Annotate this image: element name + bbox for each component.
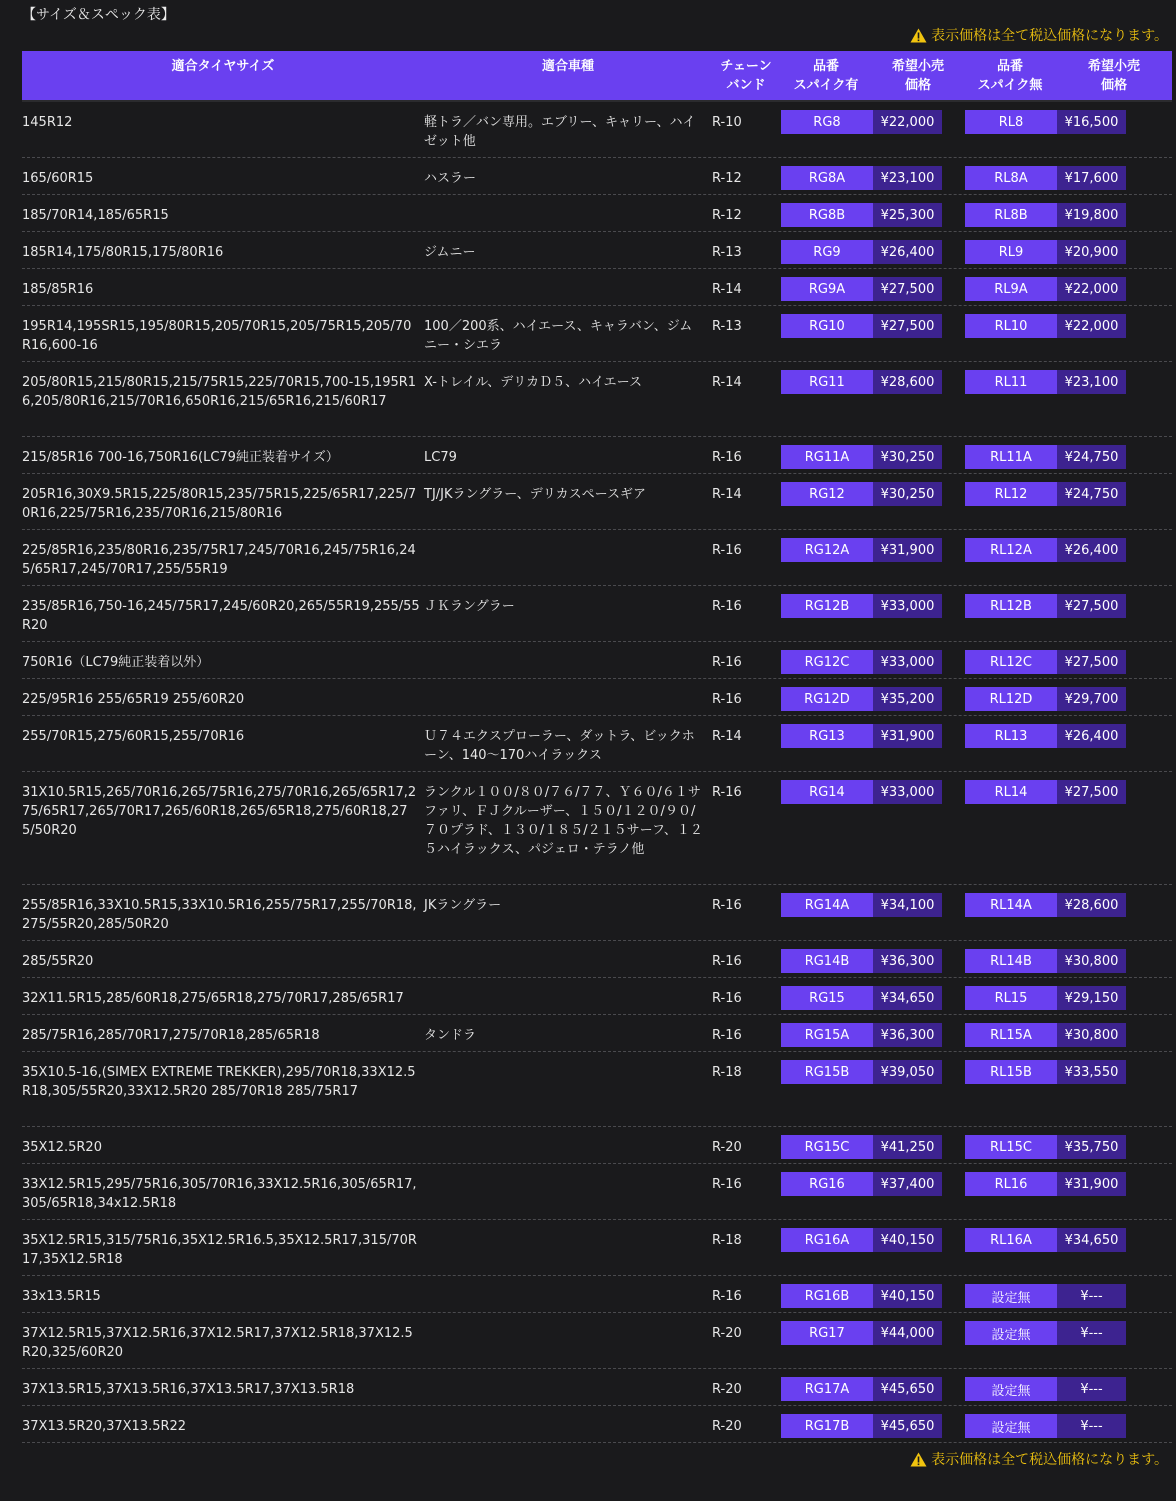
rl-price-cell: ¥16,500	[1057, 110, 1126, 134]
size-cell: 35X12.5R20	[22, 1140, 102, 1155]
rl-code-cell: RL9	[965, 240, 1057, 264]
rg-price-cell: ¥30,250	[873, 482, 942, 506]
size-cell: 32X11.5R15,285/60R18,275/65R18,275/70R17,285/65R17	[22, 991, 404, 1006]
chain-band-cell: R-13	[712, 319, 742, 334]
header-rl-price: 希望小売 価格	[1087, 59, 1140, 93]
rg-price-cell: ¥22,000	[873, 110, 942, 134]
table-row	[22, 362, 1172, 437]
rg-code-cell: RG12C	[781, 650, 873, 674]
header-car: 適合車種	[541, 59, 594, 74]
rg-price-cell: ¥40,150	[873, 1284, 942, 1308]
rl-code-cell: RL15A	[965, 1023, 1057, 1047]
car-cell: TJ/JKラングラー、デリカスペースギア	[424, 487, 646, 502]
table-row	[22, 885, 1172, 941]
header-chain: チェーン バンド	[720, 59, 772, 93]
size-cell: 145R12	[22, 115, 73, 130]
table-row	[22, 679, 1172, 716]
rg-price-cell: ¥27,500	[873, 314, 942, 338]
rl-code-cell: RL14	[965, 780, 1057, 804]
size-cell: 37X12.5R15,37X12.5R16,37X12.5R17,37X12.5R18,37X12.5R20,325/60R20	[22, 1326, 413, 1360]
size-cell: 255/70R15,275/60R15,255/70R16	[22, 729, 245, 744]
car-cell: ハスラー	[424, 171, 477, 186]
rl-price-cell: ¥26,400	[1057, 724, 1126, 748]
rg-code-cell: RG9	[781, 240, 873, 264]
table-row	[22, 474, 1172, 530]
rl-code-cell: 設定無	[965, 1321, 1057, 1345]
rl-price-cell: ¥23,100	[1057, 370, 1126, 394]
rl-price-cell: ¥17,600	[1057, 166, 1126, 190]
rl-code-cell: RL15	[965, 986, 1057, 1010]
table-row	[22, 1406, 1172, 1443]
car-cell: LC79	[424, 450, 457, 465]
rg-price-cell: ¥44,000	[873, 1321, 942, 1345]
rl-code-cell: RL8B	[965, 203, 1057, 227]
table-row	[22, 1015, 1172, 1052]
rl-price-cell: ¥27,500	[1057, 780, 1126, 804]
table-row	[22, 1164, 1172, 1220]
rg-price-cell: ¥41,250	[873, 1135, 942, 1159]
chain-band-cell: R-16	[712, 1289, 742, 1304]
rg-price-cell: ¥33,000	[873, 594, 942, 618]
rl-price-cell: ¥27,500	[1057, 594, 1126, 618]
chain-band-cell: R-16	[712, 1177, 742, 1192]
rg-price-cell: ¥28,600	[873, 370, 942, 394]
car-cell: X-トレイル、デリカＤ５、ハイエース	[424, 375, 642, 390]
rl-code-cell: RL15B	[965, 1060, 1057, 1084]
rg-code-cell: RG11A	[781, 445, 873, 469]
rg-code-cell: RG9A	[781, 277, 873, 301]
rl-code-cell: 設定無	[965, 1284, 1057, 1308]
rg-code-cell: RG12A	[781, 538, 873, 562]
rg-code-cell: RG13	[781, 724, 873, 748]
rl-code-cell: RL14B	[965, 949, 1057, 973]
rg-price-cell: ¥35,200	[873, 687, 942, 711]
rg-price-cell: ¥39,050	[873, 1060, 942, 1084]
rg-code-cell: RG8A	[781, 166, 873, 190]
size-cell: 225/95R16 255/65R19 255/60R20	[22, 692, 245, 707]
rl-price-cell: ¥---	[1057, 1377, 1126, 1401]
rl-code-cell: RL15C	[965, 1135, 1057, 1159]
rg-code-cell: RG15B	[781, 1060, 873, 1084]
page-title: 【サイズ＆スペック表】	[22, 7, 175, 23]
chain-band-cell: R-16	[712, 543, 742, 558]
rg-price-cell: ¥33,000	[873, 780, 942, 804]
table-row	[22, 1220, 1172, 1276]
rl-price-cell: ¥30,800	[1057, 949, 1126, 973]
header-rg-price: 希望小売 価格	[891, 59, 944, 93]
rg-code-cell: RG15	[781, 986, 873, 1010]
rl-code-cell: RL16	[965, 1172, 1057, 1196]
rg-price-cell: ¥37,400	[873, 1172, 942, 1196]
rl-price-cell: ¥31,900	[1057, 1172, 1126, 1196]
tax-notice-bottom	[910, 1449, 1168, 1469]
header-size: 適合タイヤサイズ	[171, 59, 275, 74]
rl-price-cell: ¥27,500	[1057, 650, 1126, 674]
rg-code-cell: RG8B	[781, 203, 873, 227]
chain-band-cell: R-12	[712, 208, 742, 223]
table-row	[22, 232, 1172, 269]
rg-code-cell: RG10	[781, 314, 873, 338]
rl-price-cell: ¥35,750	[1057, 1135, 1126, 1159]
table-row	[22, 772, 1172, 885]
table-row	[22, 195, 1172, 232]
chain-band-cell: R-20	[712, 1419, 742, 1434]
car-cell: JKラングラー	[424, 898, 502, 913]
table-row	[22, 269, 1172, 306]
chain-band-cell: R-10	[712, 115, 742, 130]
warning-icon	[910, 28, 927, 43]
rg-code-cell: RG12B	[781, 594, 873, 618]
size-cell: 195R14,195SR15,195/80R15,205/70R15,205/75R15,205/70R16,600-16	[22, 319, 412, 353]
rl-code-cell: RL11	[965, 370, 1057, 394]
rg-price-cell: ¥45,650	[873, 1377, 942, 1401]
size-cell: 225/85R16,235/80R16,235/75R17,245/70R16,245/75R16,245/65R17,245/70R17,255/55R19	[22, 543, 416, 577]
rg-price-cell: ¥34,100	[873, 893, 942, 917]
table-row	[22, 586, 1172, 642]
size-cell: 235/85R16,750-16,245/75R17,245/60R20,265/55R19,255/55R20	[22, 599, 420, 633]
chain-band-cell: R-16	[712, 898, 742, 913]
rl-price-cell: ¥29,150	[1057, 986, 1126, 1010]
rl-code-cell: RL8A	[965, 166, 1057, 190]
rl-code-cell: RL12C	[965, 650, 1057, 674]
rg-code-cell: RG8	[781, 110, 873, 134]
size-cell: 35X10.5-16,(SIMEX EXTREME TREKKER),295/70R18,33X12.5R18,305/55R20,33X12.5R20 285/70R18 285/75R17	[22, 1065, 416, 1099]
table-row	[22, 306, 1172, 362]
size-cell: 37X13.5R20,37X13.5R22	[22, 1419, 187, 1434]
size-cell: 215/85R16 700-16,750R16(LC79純正装着サイズ）	[22, 450, 339, 465]
table-header	[22, 51, 1172, 102]
chain-band-cell: R-16	[712, 1028, 742, 1043]
chain-band-cell: R-18	[712, 1065, 742, 1080]
rl-code-cell: RL10	[965, 314, 1057, 338]
car-cell: 100／200系、ハイエース、キャラバン、ジムニー・シエラ	[424, 319, 693, 353]
chain-band-cell: R-16	[712, 655, 742, 670]
size-cell: 205/80R15,215/80R15,215/75R15,225/70R15,700-15,195R16,205/80R16,215/70R16,650R16,215/65R16,215/60R17	[22, 375, 417, 409]
tax-notice-text: 表示価格は全て税込価格になります。	[931, 28, 1168, 44]
table-row	[22, 158, 1172, 195]
size-cell: 31X10.5R15,265/70R16,265/75R16,275/70R16,265/65R17,275/65R17,265/70R17,265/60R18,265/65R18,275/60R18,275/50R20	[22, 785, 417, 838]
rg-code-cell: RG15A	[781, 1023, 873, 1047]
chain-band-cell: R-16	[712, 599, 742, 614]
rg-code-cell: RG16A	[781, 1228, 873, 1252]
chain-band-cell: R-18	[712, 1233, 742, 1248]
rl-code-cell: RL11A	[965, 445, 1057, 469]
rl-code-cell: RL8	[965, 110, 1057, 134]
size-cell: 35X12.5R15,315/75R16,35X12.5R16.5,35X12.5R17,315/70R17,35X12.5R18	[22, 1233, 417, 1267]
rg-code-cell: RG17	[781, 1321, 873, 1345]
rg-code-cell: RG11	[781, 370, 873, 394]
size-cell: 165/60R15	[22, 171, 94, 186]
table-row	[22, 1276, 1172, 1313]
rl-price-cell: ¥---	[1057, 1414, 1126, 1438]
rg-price-cell: ¥31,900	[873, 724, 942, 748]
table-row	[22, 642, 1172, 679]
rg-price-cell: ¥36,300	[873, 1023, 942, 1047]
chain-band-cell: R-16	[712, 991, 742, 1006]
table-row	[22, 437, 1172, 474]
rg-price-cell: ¥34,650	[873, 986, 942, 1010]
rg-code-cell: RG15C	[781, 1135, 873, 1159]
rg-price-cell: ¥40,150	[873, 1228, 942, 1252]
chain-band-cell: R-13	[712, 245, 742, 260]
rg-price-cell: ¥27,500	[873, 277, 942, 301]
size-cell: 750R16（LC79純正装着以外）	[22, 655, 210, 670]
rg-code-cell: RG17A	[781, 1377, 873, 1401]
rg-code-cell: RG12	[781, 482, 873, 506]
rg-code-cell: RG16B	[781, 1284, 873, 1308]
rl-price-cell: ¥24,750	[1057, 445, 1126, 469]
table-row	[22, 102, 1172, 158]
car-cell: タンドラ	[424, 1028, 477, 1043]
chain-band-cell: R-12	[712, 171, 742, 186]
table-row	[22, 1127, 1172, 1164]
rl-price-cell: ¥26,400	[1057, 538, 1126, 562]
rl-code-cell: 設定無	[965, 1414, 1057, 1438]
rl-code-cell: RL12D	[965, 687, 1057, 711]
size-cell: 185/85R16	[22, 282, 94, 297]
rl-code-cell: RL12B	[965, 594, 1057, 618]
chain-band-cell: R-16	[712, 954, 742, 969]
rg-price-cell: ¥25,300	[873, 203, 942, 227]
car-cell: 軽トラ／バン専用。エブリー、キャリー、ハイゼット他	[424, 115, 696, 149]
chain-band-cell: R-20	[712, 1382, 742, 1397]
table-row	[22, 716, 1172, 772]
car-cell: ランクル１００/８０/７６/７７、Ｙ６０/６１サファリ、ＦＪクルーザー、１５０/１２０/９０/７０プラド、１３０/１８５/２１５サーフ、１２５ハイラックス、パジェロ・テラノ他	[424, 785, 703, 857]
rl-price-cell: ¥24,750	[1057, 482, 1126, 506]
rg-code-cell: RG14B	[781, 949, 873, 973]
tax-notice-text: 表示価格は全て税込価格になります。	[931, 1452, 1168, 1468]
chain-band-cell: R-16	[712, 692, 742, 707]
rl-price-cell: ¥19,800	[1057, 203, 1126, 227]
rg-price-cell: ¥36,300	[873, 949, 942, 973]
size-cell: 285/75R16,285/70R17,275/70R18,285/65R18	[22, 1028, 320, 1043]
table-row	[22, 530, 1172, 586]
size-cell: 37X13.5R15,37X13.5R16,37X13.5R17,37X13.5R18	[22, 1382, 355, 1397]
size-cell: 185/70R14,185/65R15	[22, 208, 169, 223]
car-cell: ＪＫラングラー	[424, 599, 515, 614]
tax-notice-top	[910, 25, 1168, 45]
rl-price-cell: ¥22,000	[1057, 277, 1126, 301]
table-row	[22, 941, 1172, 978]
table-row	[22, 1052, 1172, 1127]
rl-price-cell: ¥34,650	[1057, 1228, 1126, 1252]
rg-price-cell: ¥33,000	[873, 650, 942, 674]
rg-code-cell: RG17B	[781, 1414, 873, 1438]
rl-code-cell: RL16A	[965, 1228, 1057, 1252]
size-cell: 185R14,175/80R15,175/80R16	[22, 245, 224, 260]
table-row	[22, 1369, 1172, 1406]
chain-band-cell: R-20	[712, 1140, 742, 1155]
size-cell: 285/55R20	[22, 954, 94, 969]
header-rl-code: 品番 スパイク無	[977, 59, 1043, 93]
chain-band-cell: R-20	[712, 1326, 742, 1341]
rl-price-cell: ¥---	[1057, 1321, 1126, 1345]
chain-band-cell: R-14	[712, 729, 742, 744]
chain-band-cell: R-14	[712, 375, 742, 390]
rl-price-cell: ¥22,000	[1057, 314, 1126, 338]
rl-code-cell: RL12	[965, 482, 1057, 506]
rg-code-cell: RG12D	[781, 687, 873, 711]
chain-band-cell: R-16	[712, 785, 742, 800]
size-cell: 255/85R16,33X10.5R15,33X10.5R16,255/75R17,255/70R18,275/55R20,285/50R20	[22, 898, 417, 932]
warning-icon	[910, 1452, 927, 1467]
rl-code-cell: RL9A	[965, 277, 1057, 301]
rg-price-cell: ¥26,400	[873, 240, 942, 264]
rl-price-cell: ¥30,800	[1057, 1023, 1126, 1047]
chain-band-cell: R-14	[712, 282, 742, 297]
size-cell: 33x13.5R15	[22, 1289, 101, 1304]
size-cell: 33X12.5R15,295/75R16,305/70R16,33X12.5R16,305/65R17,305/65R18,34x12.5R18	[22, 1177, 417, 1211]
rg-price-cell: ¥23,100	[873, 166, 942, 190]
rg-price-cell: ¥30,250	[873, 445, 942, 469]
car-cell: ジムニー	[424, 245, 476, 260]
rg-price-cell: ¥31,900	[873, 538, 942, 562]
size-cell: 205R16,30X9.5R15,225/80R15,235/75R15,225/65R17,225/70R16,225/75R16,235/70R16,215/80R16	[22, 487, 417, 521]
rl-price-cell: ¥29,700	[1057, 687, 1126, 711]
chain-band-cell: R-16	[712, 450, 742, 465]
chain-band-cell: R-14	[712, 487, 742, 502]
rl-code-cell: RL14A	[965, 893, 1057, 917]
table-row	[22, 1313, 1172, 1369]
rl-price-cell: ¥---	[1057, 1284, 1126, 1308]
spec-table	[22, 51, 1172, 1436]
rl-price-cell: ¥33,550	[1057, 1060, 1126, 1084]
rg-code-cell: RG14	[781, 780, 873, 804]
rl-code-cell: RL13	[965, 724, 1057, 748]
rl-price-cell: ¥20,900	[1057, 240, 1126, 264]
car-cell: Ｕ７４エクスプローラー、ダットラ、ビックホーン、140〜170ハイラックス	[424, 729, 695, 763]
header-rg-code: 品番 スパイク有	[793, 59, 859, 93]
rl-price-cell: ¥28,600	[1057, 893, 1126, 917]
rg-code-cell: RG16	[781, 1172, 873, 1196]
rl-code-cell: RL12A	[965, 538, 1057, 562]
rl-code-cell: 設定無	[965, 1377, 1057, 1401]
rg-price-cell: ¥45,650	[873, 1414, 942, 1438]
rg-code-cell: RG14A	[781, 893, 873, 917]
table-row	[22, 978, 1172, 1015]
